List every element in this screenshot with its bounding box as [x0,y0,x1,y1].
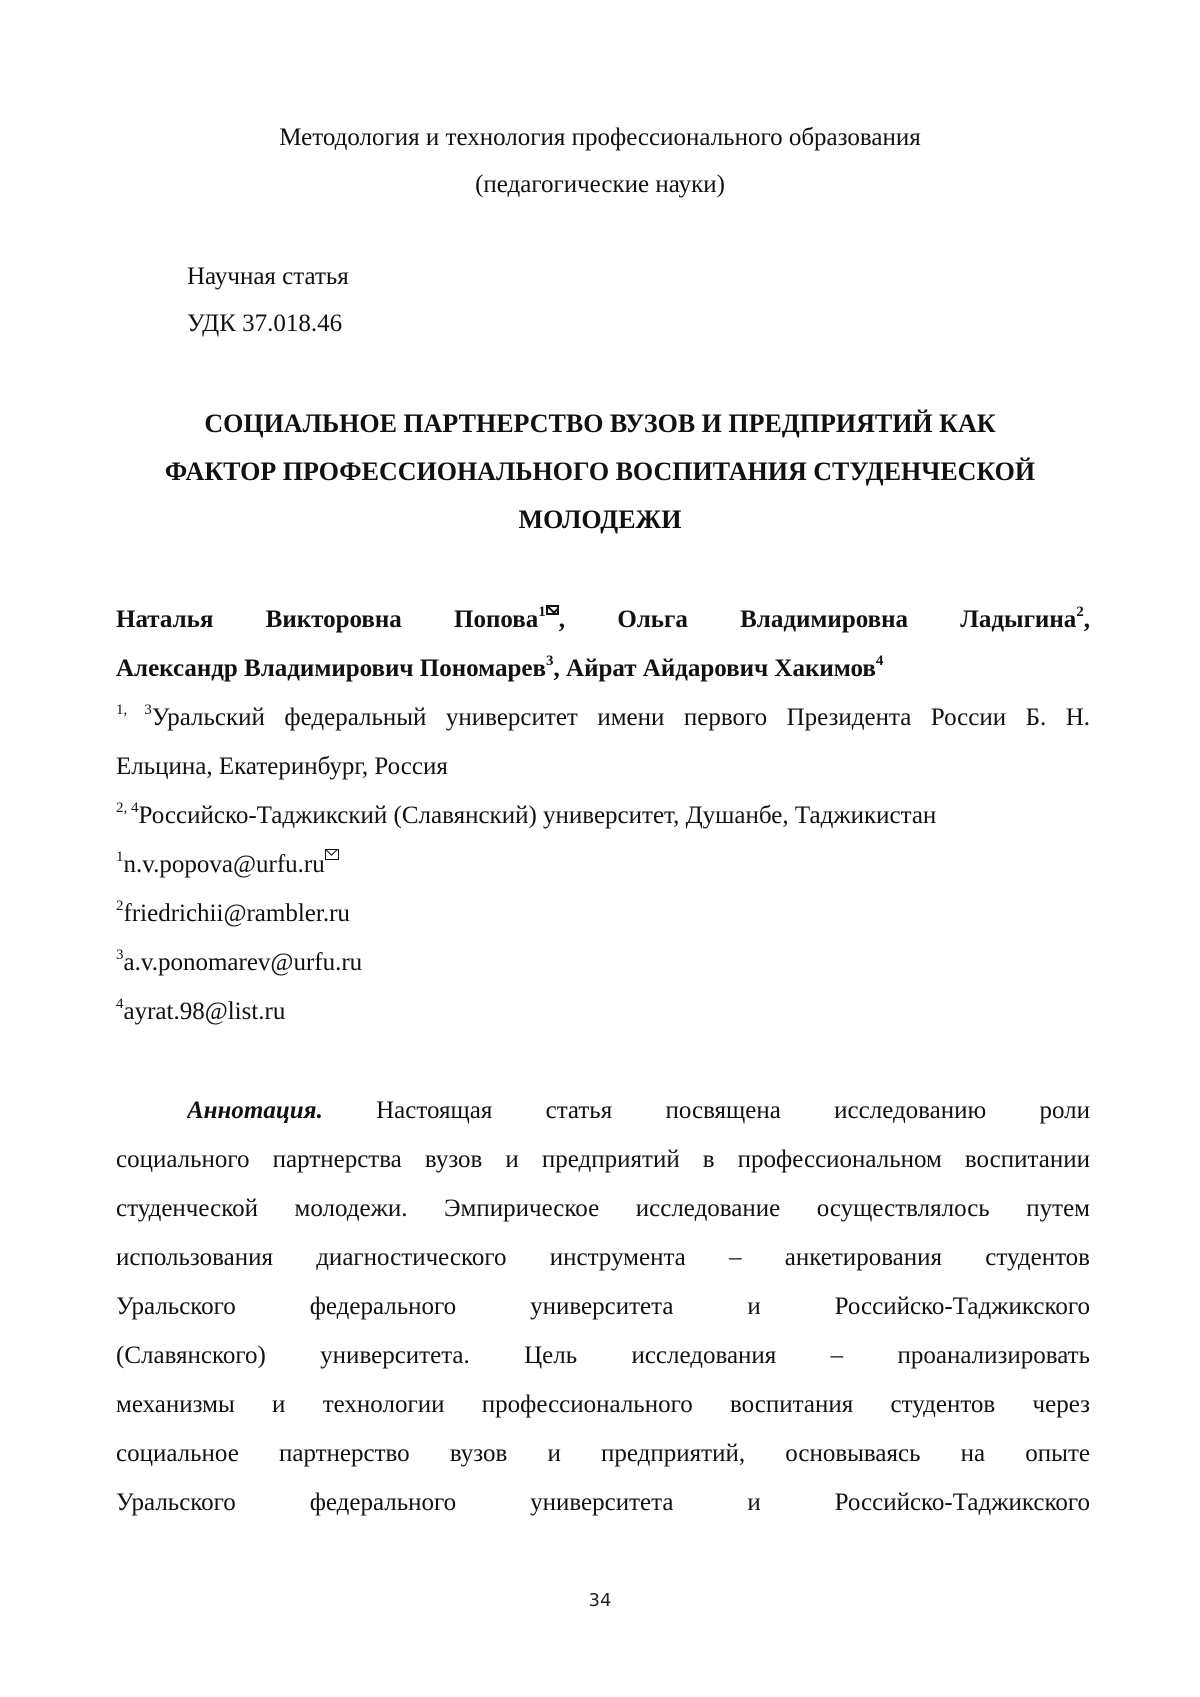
envelope-icon [325,849,339,860]
abstract-text: Настоящая статья посвящена исследованию роли [376,1097,1090,1124]
udc-code: УДК 37.018.46 [187,310,343,337]
abstract-label: Аннотация. [187,1097,323,1124]
abstract-line: Уральского федерального университета и Российско-Таджикского [116,1489,1090,1516]
affiliation-index: 1, 3 [116,703,152,718]
email-line [116,997,1090,1027]
abstract-line: (Славянского) университета. Цель исследования – проанализировать [116,1342,1090,1369]
abstract-line: использования диагностического инструмента – анкетирования студентов [116,1244,1090,1271]
abstract-line: механизмы и технологии профессионального воспитания студентов через [116,1391,1090,1418]
email-index: 2 [116,897,124,914]
email-line [116,850,1090,880]
article-type: Научная статья [187,263,349,290]
author-affiliation-index: 2 [1076,605,1084,620]
affiliation-line [116,752,1090,782]
affiliation-text: Уральский федеральный университет имени первого Президента России Б. Н. [151,704,1090,731]
email-index: 4 [116,995,124,1012]
author-name: Айрат Айдарович Хакимов [566,655,876,682]
abstract-line: социального партнерства вузов и предприятий в профессиональном воспитании [116,1146,1090,1173]
abstract-line: социальное партнерство вузов и предприятий, основываясь на опыте [116,1440,1090,1467]
envelope-icon [546,605,559,615]
abstract-line: Уральского федерального университета и Российско-Таджикского [116,1293,1090,1320]
email-line [116,899,1090,929]
article-title-line-3: МОЛОДЕЖИ [518,505,682,534]
affiliation-text: Российско-Таджикский (Славянский) университет, Душанбе, Таджикистан [138,802,937,829]
author-affiliation-index: 1 [538,605,546,620]
email-link[interactable]: a.v.ponomarev@urfu.ru [123,949,363,976]
section-subheading: (педагогические науки) [475,171,725,198]
email-link[interactable]: ayrat.98@list.ru [123,998,286,1025]
article-title-line-1: СОЦИАЛЬНОЕ ПАРТНЕРСТВО ВУЗОВ И ПРЕДПРИЯТИЙ КАК [204,409,996,438]
author-affiliation-index: 4 [875,652,884,669]
affiliation-index: 2, 4 [116,799,139,816]
email-index: 1 [116,848,124,865]
article-title-line-2: ФАКТОР ПРОФЕССИОНАЛЬНОГО ВОСПИТАНИЯ СТУДЕНЧЕСКОЙ [164,457,1036,486]
email-link[interactable]: n.v.popova@urfu.ru [123,851,325,878]
abstract-line: студенческой молодежи. Эмпирическое исследование осуществлялось путем [116,1195,1090,1222]
abstract-first-line [187,1096,1090,1126]
affiliation-line [116,801,1090,831]
authors-line-2: Александр Владимирович Пономарев$^3$, Айрат Айдарович Хакимов$^4$ [116,652,884,682]
email-index: 3 [116,946,124,963]
authors-line-1: Наталья Викторовна Попова$^1$ , Ольга Владимировна Ладыгина$^2$, [116,605,1090,633]
email-line [116,948,1090,978]
author-name: Ольга Владимировна Ладыгина [617,606,1077,633]
affiliation-text: Ельцина, Екатеринбург, Россия [116,753,448,780]
affiliation-line [116,703,1090,733]
page-number: 34 [588,1590,612,1611]
author-affiliation-index: 3 [546,652,554,669]
author-name: Наталья Викторовна Попова [116,606,539,633]
email-link[interactable]: friedrichii@rambler.ru [123,900,350,927]
author-name: Александр Владимирович Пономарев [116,655,547,682]
section-heading: Методология и технология профессионального образования [279,124,921,151]
